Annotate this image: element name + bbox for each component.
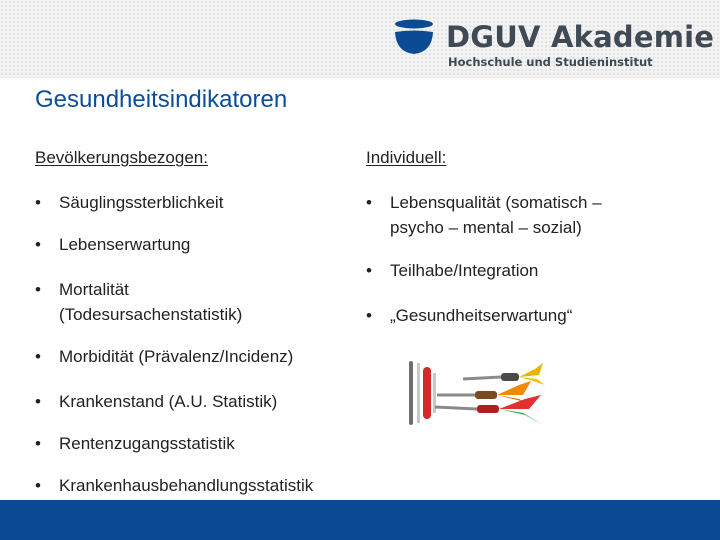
logo-title: DGUV Akademie bbox=[446, 20, 715, 54]
logo-subtitle: Hochschule und Studieninstitut bbox=[448, 55, 653, 69]
list-item-text: Lebenserwartung bbox=[59, 235, 191, 254]
slide-title: Gesundheitsindikatoren bbox=[35, 86, 288, 113]
dguv-logo bbox=[392, 14, 715, 74]
list-item-text: Krankenstand (A.U. Statistik) bbox=[59, 392, 278, 411]
right-column-heading: Individuell: bbox=[366, 148, 447, 167]
bullet: • bbox=[35, 476, 41, 495]
bullet: • bbox=[35, 347, 41, 366]
bullet: • bbox=[366, 261, 372, 280]
list-item-text: Lebensqualität (somatisch – bbox=[390, 193, 602, 212]
bullet: • bbox=[366, 306, 372, 325]
bullet: • bbox=[35, 193, 41, 212]
bullet: • bbox=[35, 434, 41, 453]
darts-target-icon bbox=[405, 355, 585, 430]
list-item-text-continued: psycho – mental – sozial) bbox=[390, 218, 582, 237]
list-item-text: Teilhabe/Integration bbox=[390, 261, 539, 280]
list-item-text-continued: (Todesursachenstatistik) bbox=[59, 305, 243, 324]
left-column-heading: Bevölkerungsbezogen: bbox=[35, 148, 208, 167]
dguv-logo-mark-icon bbox=[392, 14, 442, 64]
bullet: • bbox=[366, 193, 372, 212]
list-item-text: Säuglingssterblichkeit bbox=[59, 193, 224, 212]
list-item-text: Mortalität bbox=[59, 280, 129, 299]
bullet: • bbox=[35, 235, 41, 254]
bullet: • bbox=[35, 392, 41, 411]
footer-bar bbox=[0, 500, 720, 540]
list-item-text: Morbidität (Prävalenz/Incidenz) bbox=[59, 347, 294, 366]
list-item-text: Rentenzugangsstatistik bbox=[59, 434, 235, 453]
bullet: • bbox=[35, 280, 41, 299]
list-item-text: Krankenhausbehandlungsstatistik bbox=[59, 476, 314, 495]
list-item-text: „Gesundheitserwartung“ bbox=[390, 306, 573, 325]
